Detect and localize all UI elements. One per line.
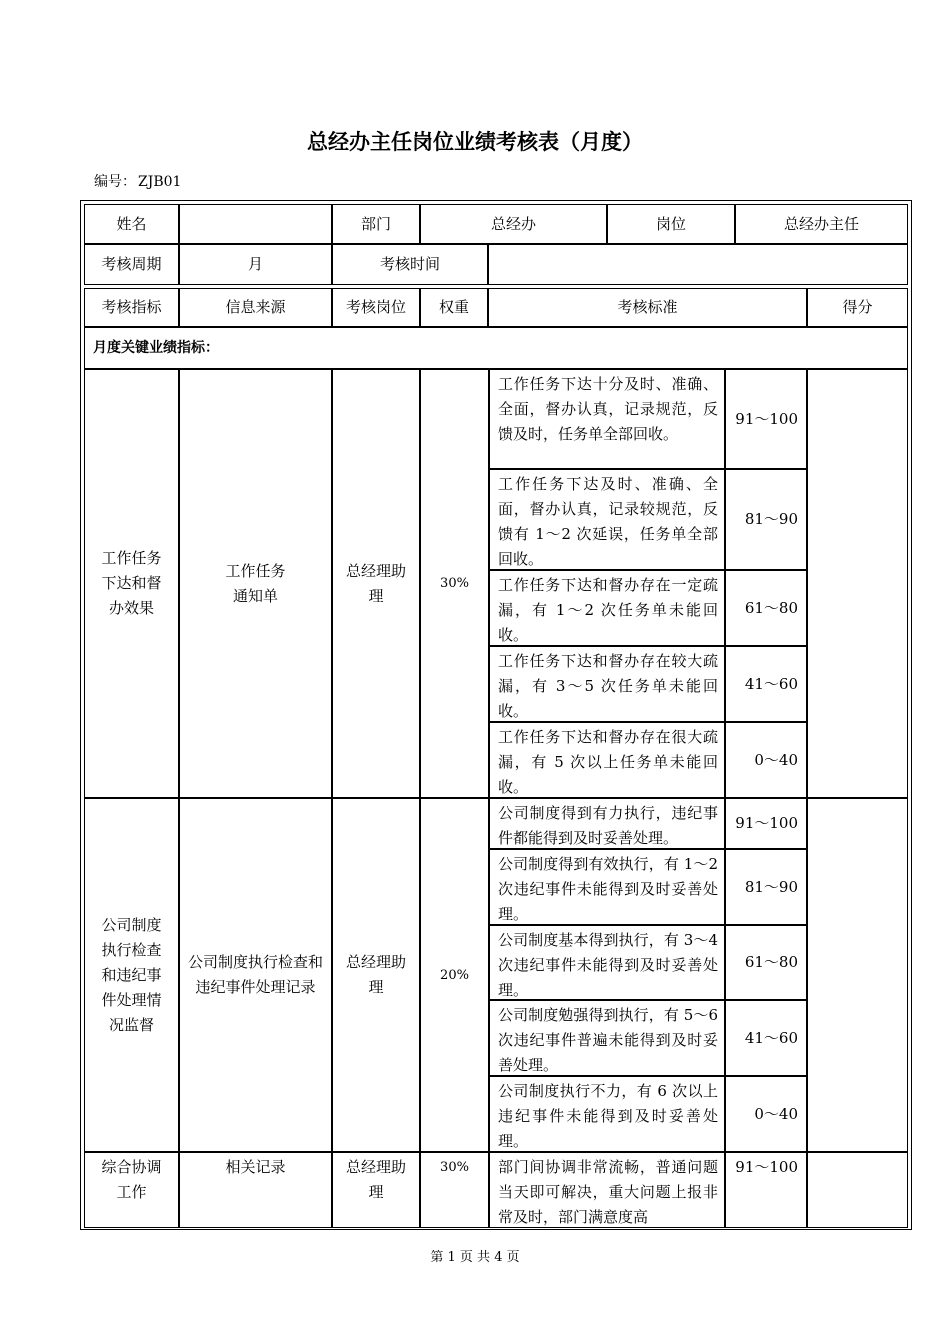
dept-label-cell: 部门 [332,204,420,244]
criteria-range: 61～80 [725,925,807,1000]
indicator-post: 总经理助理 [332,798,420,1152]
criteria-range: 91～100 [725,798,807,849]
column-header-standard: 考核标准 [488,288,807,327]
page-title: 总经办主任岗位业绩考核表（月度） [307,130,643,154]
criteria-range: 41～60 [725,646,807,722]
indicator-weight: 30% [420,1152,489,1228]
score-cell[interactable] [807,1152,908,1228]
criteria-text: 公司制度得到有效执行，有 1～2 次违纪事件未能得到及时妥善处理。 [489,849,725,925]
indicator-source: 相关记录 [179,1152,332,1228]
name-label-cell: 姓名 [84,204,179,244]
criteria-text: 部门间协调非常流畅，普通问题当天即可解决，重大问题上报非常及时，部门满意度高 [489,1152,725,1228]
score-cell[interactable] [807,798,908,1152]
criteria-text: 工作任务下达及时、准确、全面，督办认真，记录较规范，反馈有 1～2 次延误，任务单全部回收。 [489,469,725,570]
document-number [92,171,181,191]
criteria-text: 公司制度执行不力，有 6 次以上违纪事件未能得到及时妥善处理。 [489,1076,725,1152]
indicator-weight: 20% [420,798,489,1152]
time-value-cell[interactable] [488,244,908,285]
document-number-value: ZJB01 [138,174,182,190]
indicator-post: 总经理助理 [332,1152,420,1228]
period-value-cell: 月 [179,244,332,285]
document-number-label: 编号： [94,174,136,190]
column-header-post: 考核岗位 [332,288,420,327]
criteria-text: 工作任务下达和督办存在较大疏漏，有 3～5 次任务单未能回收。 [489,646,725,722]
criteria-text: 工作任务下达和督办存在很大疏漏，有 5 次以上任务单未能回收。 [489,722,725,798]
criteria-range: 0～40 [725,1076,807,1152]
score-cell[interactable] [807,369,908,798]
criteria-text: 公司制度得到有力执行，违纪事件都能得到及时妥善处理。 [489,798,725,849]
criteria-text: 公司制度勉强得到执行，有 5～6 次违纪事件普遍未能得到及时妥善处理。 [489,1000,725,1076]
time-label-cell: 考核时间 [332,244,488,285]
criteria-text: 工作任务下达和督办存在一定疏漏，有 1～2 次任务单未能回收。 [489,570,725,646]
name-value-cell[interactable] [179,204,332,244]
criteria-text: 公司制度基本得到执行，有 3～4 次违纪事件未能得到及时妥善处理。 [489,925,725,1000]
indicator-weight: 30% [420,369,489,798]
criteria-range: 61～80 [725,570,807,646]
indicator-post: 总经理助理 [332,369,420,798]
period-label-cell: 考核周期 [84,244,179,285]
post-label-cell: 岗位 [607,204,735,244]
criteria-range: 91～100 [725,369,807,469]
column-header-score: 得分 [807,288,908,327]
indicator-name: 公司制度执行检查和违纪事件处理情况监督 [84,798,179,1152]
post-value-cell: 总经办主任 [735,204,908,244]
criteria-range: 91～100 [725,1152,807,1228]
criteria-text: 工作任务下达十分及时、准确、全面，督办认真，记录规范，反馈及时，任务单全部回收。 [489,369,725,469]
page-footer: 第 1 页 共 4 页 [430,1250,520,1265]
column-header-weight: 权重 [420,288,488,327]
section-title: 月度关键业绩指标： [84,327,908,369]
indicator-name: 综合协调工作 [84,1152,179,1228]
column-header-source: 信息来源 [179,288,332,327]
indicator-source: 公司制度执行检查和违纪事件处理记录 [179,798,332,1152]
criteria-range: 81～90 [725,469,807,570]
column-header-indicator: 考核指标 [84,288,179,327]
criteria-range: 41～60 [725,1000,807,1076]
criteria-range: 81～90 [725,849,807,925]
indicator-source: 工作任务通知单 [179,369,332,798]
indicator-name: 工作任务下达和督办效果 [84,369,179,798]
dept-value-cell: 总经办 [420,204,607,244]
criteria-range: 0～40 [725,722,807,798]
